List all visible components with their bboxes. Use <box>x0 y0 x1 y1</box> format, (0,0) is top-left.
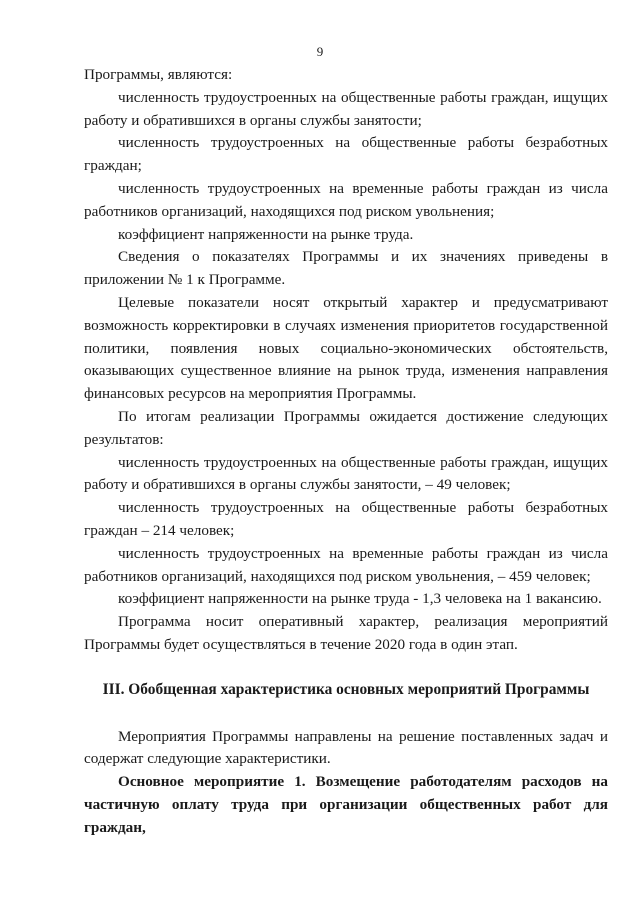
paragraph: коэффициент напряженности на рынке труда - 1,3 человека на 1 вакансию. <box>118 590 602 608</box>
section-heading: III. Обобщенная характеристика основных мероприятий Программы <box>102 680 590 698</box>
paragraph: По итогам реализации Программы ожидается достижение следующих результатов: <box>84 407 608 448</box>
page-number: 9 <box>316 44 324 59</box>
bold-paragraph: Основное мероприятие 1. Возмещение работодателям расходов на частичную оплату труда при организации общественных работ для граждан, <box>84 773 608 836</box>
paragraph: численность трудоустроенных на общественные работы безработных граждан; <box>84 134 608 175</box>
paragraph: численность трудоустроенных на общественные работы граждан, ищущих работу и обратившихся в органы службы занятости, – 49 человек; <box>84 453 608 494</box>
paragraph: Мероприятия Программы направлены на решение поставленных задач и содержат следующие характеристики. <box>84 727 608 768</box>
paragraph: численность трудоустроенных на общественные работы безработных граждан – 214 человек; <box>84 499 608 539</box>
paragraph: Сведения о показателях Программы и их значениях приведены в приложении № 1 к Программе. <box>84 248 608 289</box>
paragraph: Программа носит оперативный характер, реализация мероприятий Программы будет осуществляться в течение 2020 года в один этап. <box>84 613 608 653</box>
paragraph: численность трудоустроенных на общественные работы граждан, ищущих работу и обратившихся в органы службы занятости; <box>84 88 608 129</box>
paragraph: численность трудоустроенных на временные работы граждан из числа работников организаций, находящихся под риском увольнения; <box>84 179 608 220</box>
document-body <box>84 64 608 840</box>
paragraph: коэффициент напряженности на рынке труда. <box>118 225 414 243</box>
paragraph: Программы, являются: <box>84 66 233 83</box>
paragraph: Целевые показатели носят открытый характер и предусматривают возможность корректировки в случаях изменения приоритетов государственной политики, появления новых социально-экономических обстоятельств, оказывающих существенное влияние на рынок труда, изменения направления финансовых ресурсов на мероприятия Программы. <box>84 293 608 403</box>
paragraph: численность трудоустроенных на временные работы граждан из числа работников организаций, находящихся под риском увольнения, – 459 человек; <box>84 544 608 585</box>
